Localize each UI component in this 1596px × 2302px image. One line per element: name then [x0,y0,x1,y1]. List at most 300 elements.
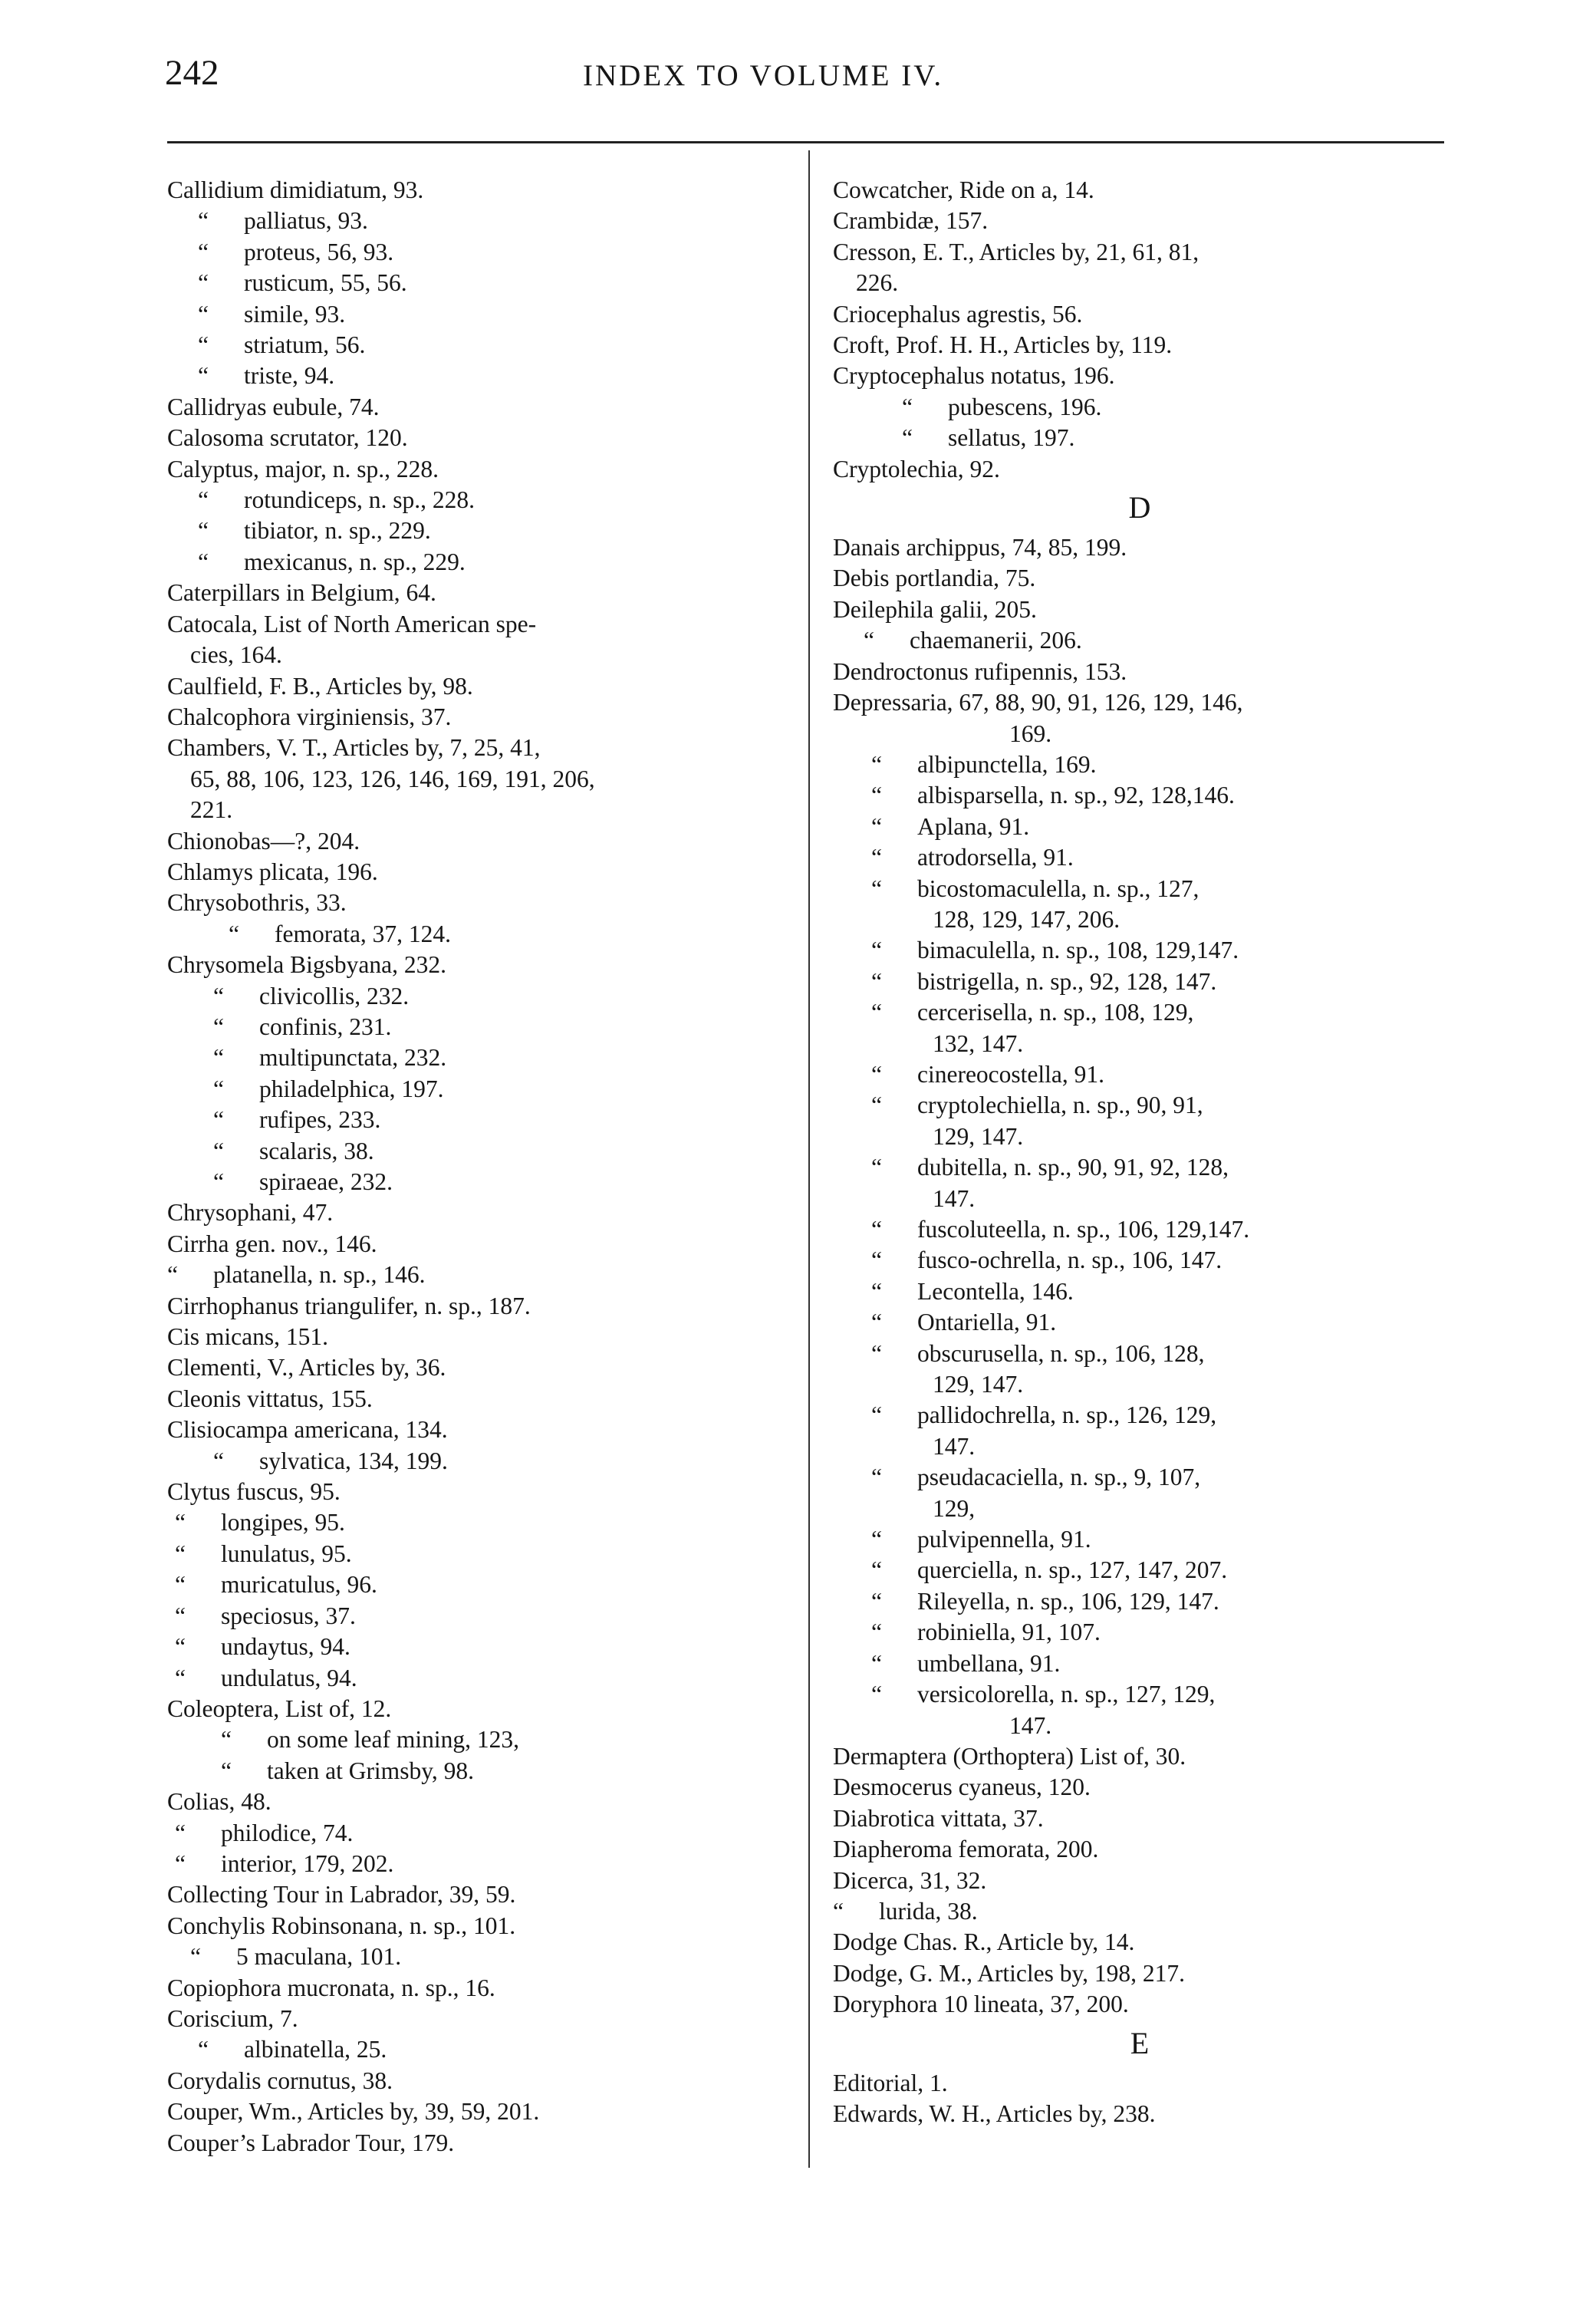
index-entry [833,1029,1446,1059]
ditto-mark: “ [175,1849,186,1877]
entry-text: Collecting Tour in Labrador, 39, 59. [167,1881,516,1908]
entry-text: Editorial, 1. [833,2069,948,2096]
entry-text: Edwards, W. H., Articles by, 238. [833,2099,1156,2127]
entry-text: tibiator, n. sp., 229. [244,517,431,545]
index-entry [833,2099,1446,2129]
index-entry [167,1694,792,1724]
index-entry [833,1834,1446,1865]
index-entry [833,1989,1446,2020]
index-entry [167,857,792,888]
entry-text: Lecontella, 146. [917,1277,1074,1305]
index-entry [833,1711,1446,1741]
index-entry [833,1617,1446,1648]
index-entry [833,1152,1446,1183]
entry-text: bicostomaculella, n. sp., 127, [917,874,1199,902]
entry-text: umbellana, 91. [917,1649,1061,1677]
index-entry [167,1911,792,1941]
index-entry [167,206,792,236]
entry-text: Ontariella, 91. [917,1309,1057,1336]
ditto-mark: “ [864,627,874,654]
index-entry [833,780,1446,811]
section-letter: E [1130,2025,1150,2060]
index-entry [167,1414,792,1445]
entry-text: undaytus, 94. [221,1633,350,1661]
index-entry [167,299,792,330]
index-entry [833,1555,1446,1586]
left-index-column [167,175,792,2159]
ditto-mark: “ [871,967,882,995]
index-entry [167,981,792,1012]
ditto-mark: “ [213,1044,224,1072]
page-header [165,52,1446,106]
index-entry [833,1896,1446,1927]
entry-text: Cirrhophanus triangulifer, n. sp., 187. [167,1292,531,1319]
index-entry [167,702,792,733]
entry-text: pseudacaciella, n. sp., 9, 107, [917,1464,1201,1491]
entry-text: Debis portlandia, 75. [833,565,1036,592]
index-entry [167,175,792,206]
ditto-mark: “ [175,1633,186,1661]
running-title: INDEX TO VOLUME IV. [583,59,944,92]
entry-text: femorata, 37, 124. [275,920,452,947]
entry-text: Catocala, List of North American spe- [167,610,537,637]
entry-text: Copiophora mucronata, n. sp., 16. [167,1974,495,2001]
header-rule [167,141,1444,143]
ditto-mark: “ [871,1464,882,1491]
entry-text: pulvipennella, 91. [917,1526,1091,1553]
entry-text: 129, [933,1494,976,1522]
index-entry [167,515,792,546]
entry-text: rotundiceps, n. sp., 228. [244,486,475,514]
index-entry [167,1229,792,1260]
index-entry [167,1569,792,1600]
index-entry [167,2034,792,2065]
index-entry [833,1400,1446,1431]
index-entry [833,1772,1446,1803]
ditto-mark: “ [871,812,882,840]
entry-text: Cryptolechia, 92. [833,455,1000,482]
ditto-mark: “ [871,1649,882,1677]
entry-text: 221. [190,796,233,824]
index-entry [833,392,1446,423]
index-entry [833,1121,1446,1152]
index-entry [833,206,1446,236]
index-entry [167,361,792,391]
entry-text: sylvatica, 134, 199. [259,1447,448,1474]
entry-text: Doryphora 10 lineata, 37, 200. [833,1991,1129,2018]
entry-text: Cirrha gen. nov., 146. [167,1230,377,1257]
ditto-mark: “ [175,1509,186,1536]
index-entry [833,874,1446,904]
entry-text: 129, 147. [933,1371,1024,1398]
entry-text: proteus, 56, 93. [244,238,394,265]
ditto-mark: “ [871,782,882,809]
entry-text: Dendroctonus rufipennis, 153. [833,657,1127,685]
entry-text: Cresson, E. T., Articles by, 21, 61, 81, [833,238,1199,265]
ditto-mark: “ [198,362,209,390]
entry-text: bistrigella, n. sp., 92, 128, 147. [917,967,1217,995]
entry-text: Clisiocampa americana, 134. [167,1416,448,1444]
index-entry [167,330,792,361]
index-entry [167,1012,792,1042]
entry-text: clivicollis, 232. [259,982,410,1009]
entry-text: Conchylis Robinsonana, n. sp., 101. [167,1912,516,1939]
entry-text: Chlamys plicata, 196. [167,858,378,885]
entry-text: sellatus, 197. [948,424,1075,452]
entry-text: cercerisella, n. sp., 108, 129, [917,999,1194,1026]
index-entry [167,1105,792,1135]
ditto-mark: “ [213,1137,224,1164]
index-entry [167,1042,792,1073]
entry-text: palliatus, 93. [244,207,368,235]
index-entry [833,1339,1446,1369]
entry-text: multipunctata, 232. [259,1044,447,1072]
entry-text: bimaculella, n. sp., 108, 129,147. [917,937,1239,964]
ditto-mark: “ [198,331,209,359]
index-entry [167,1973,792,2004]
ditto-mark: “ [221,1726,232,1754]
entry-text: confinis, 231. [259,1013,392,1040]
entry-text: Couper, Wm., Articles by, 39, 59, 201. [167,2098,540,2126]
ditto-mark: “ [198,207,209,235]
index-entry [167,392,792,423]
entry-text: cinereocostella, 91. [917,1060,1105,1088]
entry-text: Dodge Chas. R., Article by, 14. [833,1928,1135,1956]
entry-text: Crambidæ, 157. [833,207,989,235]
ditto-mark: “ [198,548,209,575]
entry-text: muricatulus, 96. [221,1571,377,1599]
entry-text: Clytus fuscus, 95. [167,1478,341,1506]
ditto-mark: “ [871,1339,882,1367]
ditto-mark: “ [213,1168,224,1195]
entry-text: Callidryas eubule, 74. [167,393,380,420]
entry-text: Callidium dimidiatum, 93. [167,176,424,203]
entry-text: 169. [1009,720,1052,747]
entry-text: Deilephila galii, 205. [833,595,1037,623]
entry-text: undulatus, 94. [221,1664,357,1691]
ditto-mark: “ [871,1277,882,1305]
index-entry [167,1446,792,1477]
index-entry [833,1276,1446,1307]
index-entry [167,733,792,763]
index-entry [833,1214,1446,1245]
index-entry [833,967,1446,997]
index-entry [833,657,1446,687]
section-letter: D [1128,490,1151,525]
entry-text: 147. [1009,1711,1052,1739]
ditto-mark: “ [871,1154,882,1181]
entry-text: 147. [933,1184,976,1212]
index-entry [833,1866,1446,1896]
index-entry [833,842,1446,873]
index-entry [833,1524,1446,1555]
index-entry [833,719,1446,749]
index-entry [833,749,1446,780]
index-entry [167,795,792,825]
index-entry [833,625,1446,656]
index-entry [833,1462,1446,1493]
entry-text: 128, 129, 147, 206. [933,905,1120,933]
entry-text: platanella, n. sp., 146. [213,1261,426,1289]
entry-text: dubitella, n. sp., 90, 91, 92, 128, [917,1154,1229,1181]
entry-text: Coleoptera, List of, 12. [167,1694,392,1722]
ditto-mark: “ [213,982,224,1009]
ditto-mark: “ [198,269,209,297]
index-entry [833,1586,1446,1617]
ditto-mark: “ [221,1757,232,1784]
entry-text: Dodge, G. M., Articles by, 198, 217. [833,1959,1186,1987]
ditto-mark: “ [871,1619,882,1646]
index-entry [833,454,1446,485]
index-entry [167,1941,792,1972]
entry-text: Cowcatcher, Ride on a, 14. [833,176,1094,203]
index-entry [167,237,792,268]
index-entry [167,1879,792,1910]
ditto-mark: “ [198,2036,209,2063]
ditto-mark: “ [213,1447,224,1474]
entry-text: Clementi, V., Articles by, 36. [167,1354,446,1382]
index-entry [167,1322,792,1352]
index-entry [167,1849,792,1879]
index-entry [833,1307,1446,1338]
index-entry [167,764,792,795]
entry-text: fuscoluteella, n. sp., 106, 129,147. [917,1216,1250,1243]
ditto-mark: “ [871,1526,882,1553]
index-entry [167,454,792,485]
entry-text: Desmocerus cyaneus, 120. [833,1773,1091,1801]
ditto-mark: “ [833,1897,844,1925]
index-entry [833,1245,1446,1276]
index-entry [167,268,792,298]
page-number: 242 [165,53,219,93]
index-entry [833,904,1446,935]
ditto-mark: “ [198,238,209,265]
entry-text: Corydalis cornutus, 38. [167,2067,393,2094]
entry-text: speciosus, 37. [221,1602,356,1629]
index-entry [167,1818,792,1849]
index-entry [167,1167,792,1197]
index-entry [167,1477,792,1507]
index-entry [167,1260,792,1290]
ditto-mark: “ [871,1216,882,1243]
index-entry [833,594,1446,625]
entry-text: chaemanerii, 206. [910,627,1082,654]
index-entry [167,1787,792,1817]
ditto-mark: “ [175,1602,186,1629]
entry-text: Croft, Prof. H. H., Articles by, 119. [833,331,1173,359]
entry-text: albipunctella, 169. [917,750,1097,778]
entry-text: rusticum, 55, 56. [244,269,407,297]
entry-text: Depressaria, 67, 88, 90, 91, 126, 129, 146, [833,689,1243,716]
entry-text: obscurusella, n. sp., 106, 128, [917,1339,1205,1367]
entry-text: Chalcophora virginiensis, 37. [167,703,452,730]
entry-text: triste, 94. [244,362,335,390]
index-entry [167,1291,792,1322]
entry-text: fusco-ochrella, n. sp., 106, 147. [917,1247,1223,1274]
entry-text: Dicerca, 31, 32. [833,1866,987,1894]
ditto-mark: “ [871,750,882,778]
entry-text: spiraeae, 232. [259,1168,393,1195]
ditto-mark: “ [213,1075,224,1102]
entry-text: lunulatus, 95. [221,1540,352,1567]
ditto-mark: “ [198,486,209,514]
entry-text: Cleonis vittatus, 155. [167,1385,373,1412]
entry-text: 5 maculana, 101. [236,1943,402,1971]
index-entry [167,1601,792,1632]
ditto-mark: “ [213,1106,224,1134]
entry-text: 147. [933,1432,976,1460]
index-entry [833,1184,1446,1214]
index-entry [167,2066,792,2096]
entry-text: philadelphica, 197. [259,1075,444,1102]
index-entry [167,1507,792,1538]
index-entry [167,826,792,857]
ditto-mark: “ [175,1819,186,1846]
ditto-mark: “ [175,1664,186,1691]
ditto-mark: “ [871,1681,882,1708]
ditto-mark: “ [902,393,913,420]
index-entry [833,361,1446,391]
entry-text: interior, 179, 202. [221,1849,394,1877]
entry-text: Chionobas—?, 204. [167,827,360,855]
ditto-mark: “ [871,999,882,1026]
index-entry [833,1431,1446,1462]
index-entry [833,175,1446,206]
ditto-mark: “ [871,1309,882,1336]
entry-text: Cryptocephalus notatus, 196. [833,362,1115,390]
entry-text: scalaris, 38. [259,1137,374,1164]
index-entry [833,1741,1446,1772]
entry-text: Couper’s Labrador Tour, 179. [167,2129,455,2156]
ditto-mark: “ [190,1943,201,1971]
entry-text: Cis micans, 151. [167,1323,328,1351]
index-entry [833,330,1446,361]
index-entry [833,423,1446,453]
index-entry [167,423,792,453]
entry-text: atrodorsella, 91. [917,844,1074,871]
ditto-mark: “ [213,1013,224,1040]
entry-text: Caterpillars in Belgium, 64. [167,579,436,607]
entry-text: querciella, n. sp., 127, 147, 207. [917,1556,1228,1584]
entry-text: Coriscium, 7. [167,2004,298,2032]
ditto-mark: “ [167,1261,178,1289]
ditto-mark: “ [871,1092,882,1119]
entry-text: Chambers, V. T., Articles by, 7, 25, 41, [167,734,541,762]
index-entry [833,812,1446,842]
entry-text: 65, 88, 106, 123, 126, 146, 169, 191, 206, [190,765,595,792]
index-entry [167,1197,792,1228]
ditto-mark: “ [871,874,882,902]
ditto-mark: “ [871,1247,882,1274]
entry-text: lurida, 38. [879,1897,978,1925]
ditto-mark: “ [871,937,882,964]
index-entry [167,485,792,515]
right-index-column [833,175,1446,2129]
index-entry [833,1494,1446,1524]
entry-text: taken at Grimsby, 98. [267,1757,475,1784]
index-entry [833,1648,1446,1679]
entry-text: rufipes, 233. [259,1106,381,1134]
ditto-mark: “ [902,424,913,452]
ditto-mark: “ [175,1571,186,1599]
index-entry [833,532,1446,563]
index-entry [833,1059,1446,1090]
entry-text: cies, 164. [190,641,282,669]
ditto-mark: “ [871,1556,882,1584]
index-entry [833,1803,1446,1834]
entry-text: Chrysobothris, 33. [167,889,347,917]
index-entry [167,919,792,950]
entry-text: 132, 147. [933,1029,1024,1057]
index-entry [833,1679,1446,1710]
entry-text: on some leaf mining, 123, [267,1726,519,1754]
index-entry [167,950,792,980]
index-entry [833,237,1446,268]
entry-text: cryptolechiella, n. sp., 90, 91, [917,1092,1203,1119]
entry-text: Chrysomela Bigsbyana, 232. [167,951,446,979]
index-entry [167,1756,792,1787]
entry-text: Diabrotica vittata, 37. [833,1804,1044,1832]
entry-text: Colias, 48. [167,1788,271,1816]
entry-text: versicolorella, n. sp., 127, 129, [917,1681,1216,1708]
entry-text: Rileyella, n. sp., 106, 129, 147. [917,1587,1219,1615]
index-entry [833,935,1446,966]
index-entry [167,1136,792,1167]
index-entry [833,1927,1446,1958]
index-entry [167,640,792,670]
index-entry [167,2096,792,2127]
entry-text: pallidochrella, n. sp., 126, 129, [917,1401,1217,1429]
index-entry [167,1352,792,1383]
index-entry [167,1074,792,1105]
index-entry [167,888,792,918]
ditto-mark: “ [871,844,882,871]
entry-text: 226. [856,269,899,297]
index-entry [833,1369,1446,1400]
entry-text: 129, 147. [933,1122,1024,1150]
column-divider [808,150,810,2168]
index-entry [167,2004,792,2034]
entry-text: Chrysophani, 47. [167,1199,334,1227]
index-entry [833,1090,1446,1121]
ditto-mark: “ [198,517,209,545]
index-entry [833,1958,1446,1989]
entry-text: Danais archippus, 74, 85, 199. [833,534,1127,562]
ditto-mark: “ [229,920,239,947]
entry-text: albisparsella, n. sp., 92, 128,146. [917,782,1235,809]
entry-text: Criocephalus agrestis, 56. [833,300,1083,328]
index-entry [167,578,792,608]
index-entry [167,1724,792,1755]
entry-text: longipes, 95. [221,1509,345,1536]
entry-text: pubescens, 196. [948,393,1102,420]
index-entry [167,671,792,702]
index-entry [833,997,1446,1028]
index-entry [167,2128,792,2159]
entry-text: philodice, 74. [221,1819,354,1846]
ditto-mark: “ [871,1401,882,1429]
index-entry [167,609,792,640]
index-entry [833,563,1446,594]
entry-text: striatum, 56. [244,331,366,359]
entry-text: Dermaptera (Orthoptera) List of, 30. [833,1742,1186,1770]
index-entry [167,1663,792,1694]
index-entry [167,1632,792,1662]
entry-text: albinatella, 25. [244,2036,387,2063]
entry-text: Calosoma scrutator, 120. [167,424,408,452]
ditto-mark: “ [198,300,209,328]
entry-text: Caulfield, F. B., Articles by, 98. [167,672,473,700]
